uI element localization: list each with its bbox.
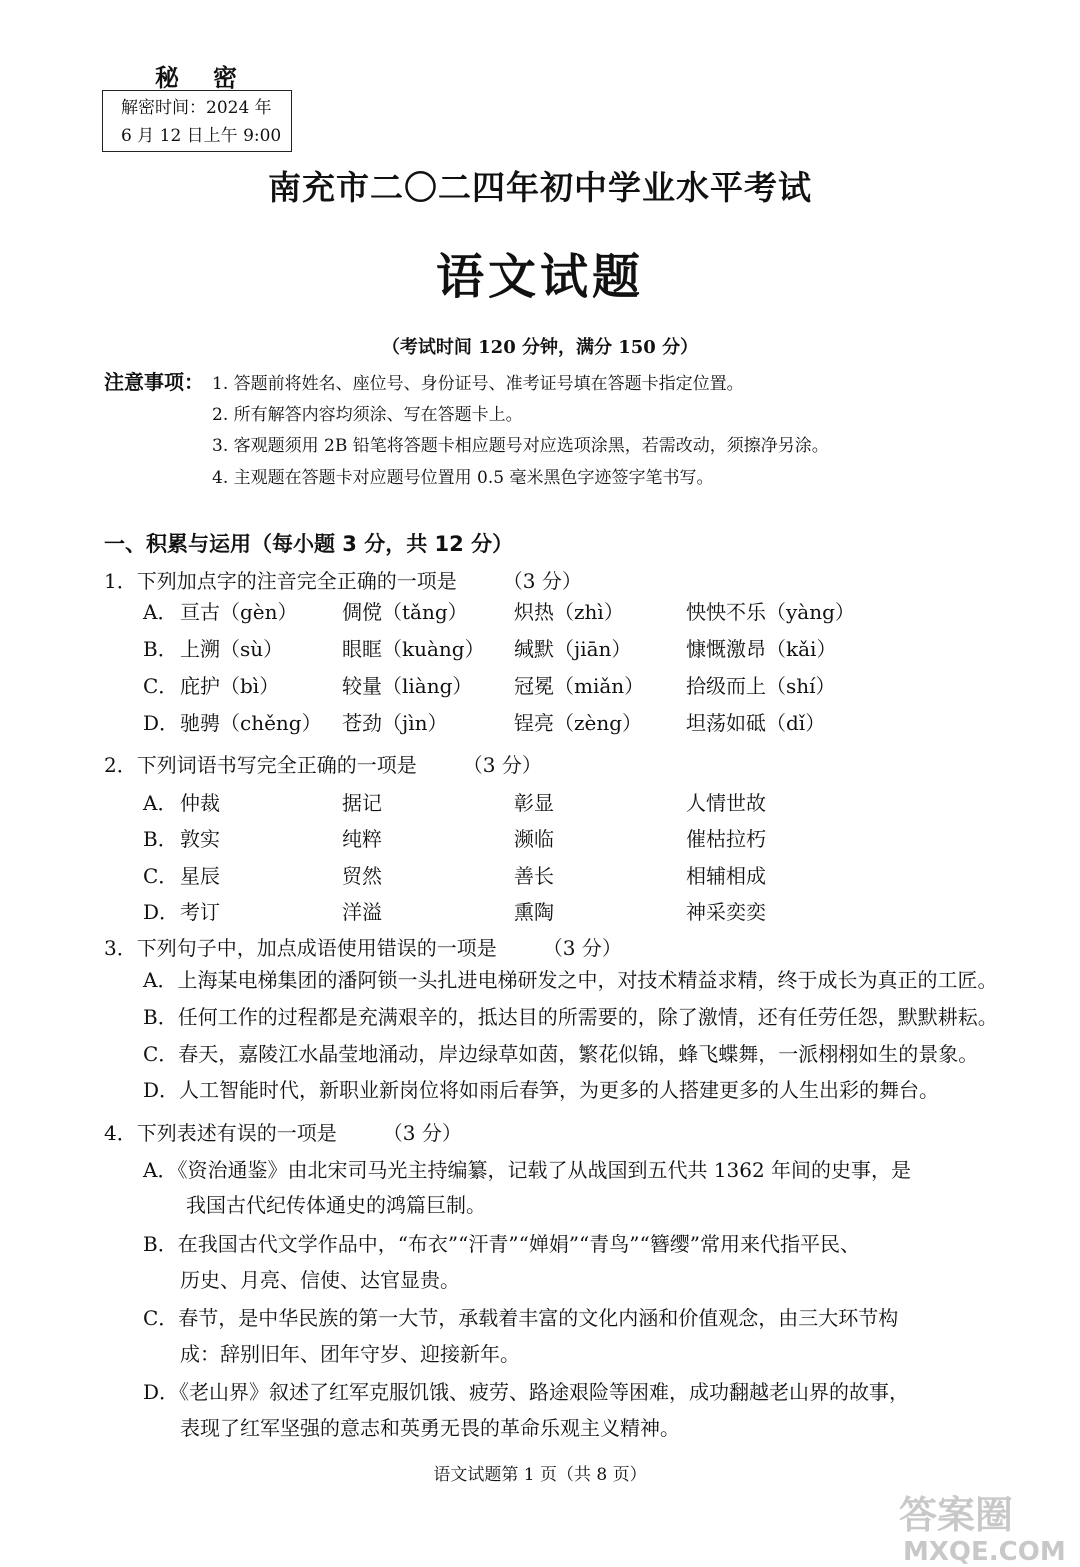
watermark-site-text: MXQE.COM (903, 1537, 1066, 1564)
option-cell: 催枯拉朽 (686, 827, 766, 851)
option-letter: C． (143, 864, 179, 888)
option-sentence: A．上海某电梯集团的潘阿锁一头扎进电梯研发之中，对技术精益求精，终于成长为真正的工匠。 (143, 968, 998, 992)
option-line-continued: 历史、月亮、信使、达官显贵。 (180, 1268, 460, 1292)
option-line: B．在我国古代文学作品中，“布衣”“汗青”“婵娟”“青鸟”“簪缨”常用来代指平民、 (143, 1232, 860, 1256)
option-cell: 星辰 (180, 864, 220, 888)
option-cell: 驰骋（chěng） (180, 711, 322, 735)
option-sentence: C．春天，嘉陵江水晶莹地涌动，岸边绿草如茵，繁花似锦，蜂飞蝶舞，一派栩栩如生的景象。 (143, 1042, 979, 1066)
option-letter: D． (143, 711, 180, 735)
option-cell: 苍劲（jìn） (342, 711, 448, 735)
option-line: A．《资治通鉴》由北宋司马光主持编纂，记载了从战国到五代共 1362 年间的史事，是 (143, 1158, 912, 1182)
option-cell: 熏陶 (514, 900, 554, 924)
option-cell: 缄默（jiān） (514, 637, 632, 661)
option-line-continued: 我国古代纪传体通史的鸿篇巨制。 (186, 1193, 486, 1217)
option-cell: 怏怏不乐（yàng） (686, 600, 855, 624)
question-stem-text: 4．下列表述有误的一项是 (104, 1121, 337, 1145)
option-cell: 上溯（sù） (180, 637, 284, 661)
question-stem-text: 2．下列词语书写完全正确的一项是 (104, 753, 417, 777)
option-cell: 坦荡如砥（dǐ） (686, 711, 826, 735)
option-cell: 炽热（zhì） (514, 600, 624, 624)
option-cell: 据记 (342, 791, 382, 815)
option-letter: D． (143, 900, 180, 924)
option-letter: B． (143, 827, 178, 851)
section-heading: 一、积累与运用（每小题 3 分，共 12 分） (104, 532, 514, 556)
option-line: C．春节，是中华民族的第一大节，承载着丰富的文化内涵和价值观念，由三大环节构 (143, 1306, 899, 1330)
question-4-stem (104, 1117, 462, 1146)
option-cell: 善长 (514, 864, 554, 888)
option-cell: 拾级而上（shí） (686, 674, 836, 698)
note-item: 2. 所有解答内容均须涂、写在答题卡上。 (212, 405, 523, 425)
option-line-continued: 表现了红军坚强的意志和英勇无畏的革命乐观主义精神。 (180, 1416, 680, 1440)
question-3-stem (104, 932, 622, 961)
option-cell: 贸然 (342, 864, 382, 888)
watermark-logo (895, 1488, 1071, 1564)
option-cell: 人情世故 (686, 791, 766, 815)
option-line-continued: 成：辞别旧年、团年守岁、迎接新年。 (180, 1342, 520, 1366)
decrypt-time-line1: 解密时间：2024 年 (121, 98, 272, 118)
option-sentence: B．任何工作的过程都是充满艰辛的，抵达目的所需要的，除了激情，还有任劳任怨，默默耕耘。 (143, 1005, 998, 1029)
option-cell: 洋溢 (342, 900, 382, 924)
option-sentence: D．人工智能时代，新职业新岗位将如雨后春笋，为更多的人搭建更多的人生出彩的舞台。 (143, 1078, 940, 1102)
notes-label: 注意事项： (104, 370, 204, 394)
watermark-logo-text: 答案圈 (899, 1493, 1014, 1537)
subject-title: 语文试题 (435, 249, 644, 305)
question-score: （3 分） (502, 569, 582, 593)
option-letter: A． (143, 600, 178, 624)
question-2-stem (104, 749, 542, 778)
option-line: D．《老山界》叙述了红军克服饥饿、疲劳、路途艰险等困难，成功翻越老山界的故事， (143, 1380, 910, 1404)
page-footer: 语文试题第 1 页（共 8 页） (433, 1465, 647, 1485)
question-score: （3 分） (462, 753, 542, 777)
question-stem-text: 1．下列加点字的注音完全正确的一项是 (104, 569, 457, 593)
option-cell: 彰显 (514, 791, 554, 815)
option-cell: 仲裁 (180, 791, 220, 815)
question-1-stem (104, 565, 582, 594)
option-letter: A． (143, 791, 178, 815)
option-cell: 庇护（bì） (180, 674, 280, 698)
option-cell: 倜傥（tǎng） (342, 600, 468, 624)
option-cell: 纯粹 (342, 827, 382, 851)
option-cell: 亘古（gèn） (180, 600, 298, 624)
option-cell: 濒临 (514, 827, 554, 851)
option-letter: C． (143, 674, 179, 698)
note-item: 1. 答题前将姓名、座位号、身份证号、准考证号填在答题卡指定位置。 (212, 374, 744, 394)
option-cell: 神采奕奕 (686, 900, 766, 924)
option-cell: 敦实 (180, 827, 220, 851)
exam-title: 南充市二〇二四年初中学业水平考试 (268, 168, 812, 207)
option-cell: 冠冕（miǎn） (514, 674, 645, 698)
option-cell: 较量（liàng） (342, 674, 473, 698)
decrypt-time-box (102, 90, 292, 152)
option-cell: 相辅相成 (686, 864, 766, 888)
question-score: （3 分） (542, 936, 622, 960)
note-item: 3. 客观题须用 2B 铅笔将答题卡相应题号对应选项涂黑，若需改动，须擦净另涂。 (212, 436, 829, 456)
note-item: 4. 主观题在答题卡对应题号位置用 0.5 毫米黑色字迹签字笔书写。 (212, 468, 714, 488)
option-cell: 考订 (180, 900, 220, 924)
exam-info: （考试时间 120 分钟，满分 150 分） (381, 337, 699, 358)
option-letter: B． (143, 637, 178, 661)
question-score: （3 分） (382, 1121, 462, 1145)
option-cell: 慷慨激昂（kǎi） (686, 637, 837, 661)
option-cell: 眼眶（kuàng） (342, 637, 485, 661)
option-cell: 锃亮（zèng） (514, 711, 643, 735)
question-stem-text: 3．下列句子中，加点成语使用错误的一项是 (104, 936, 497, 960)
secret-label: 秘密 (155, 63, 271, 92)
decrypt-time-line2: 6 月 12 日上午 9:00 (121, 126, 282, 146)
